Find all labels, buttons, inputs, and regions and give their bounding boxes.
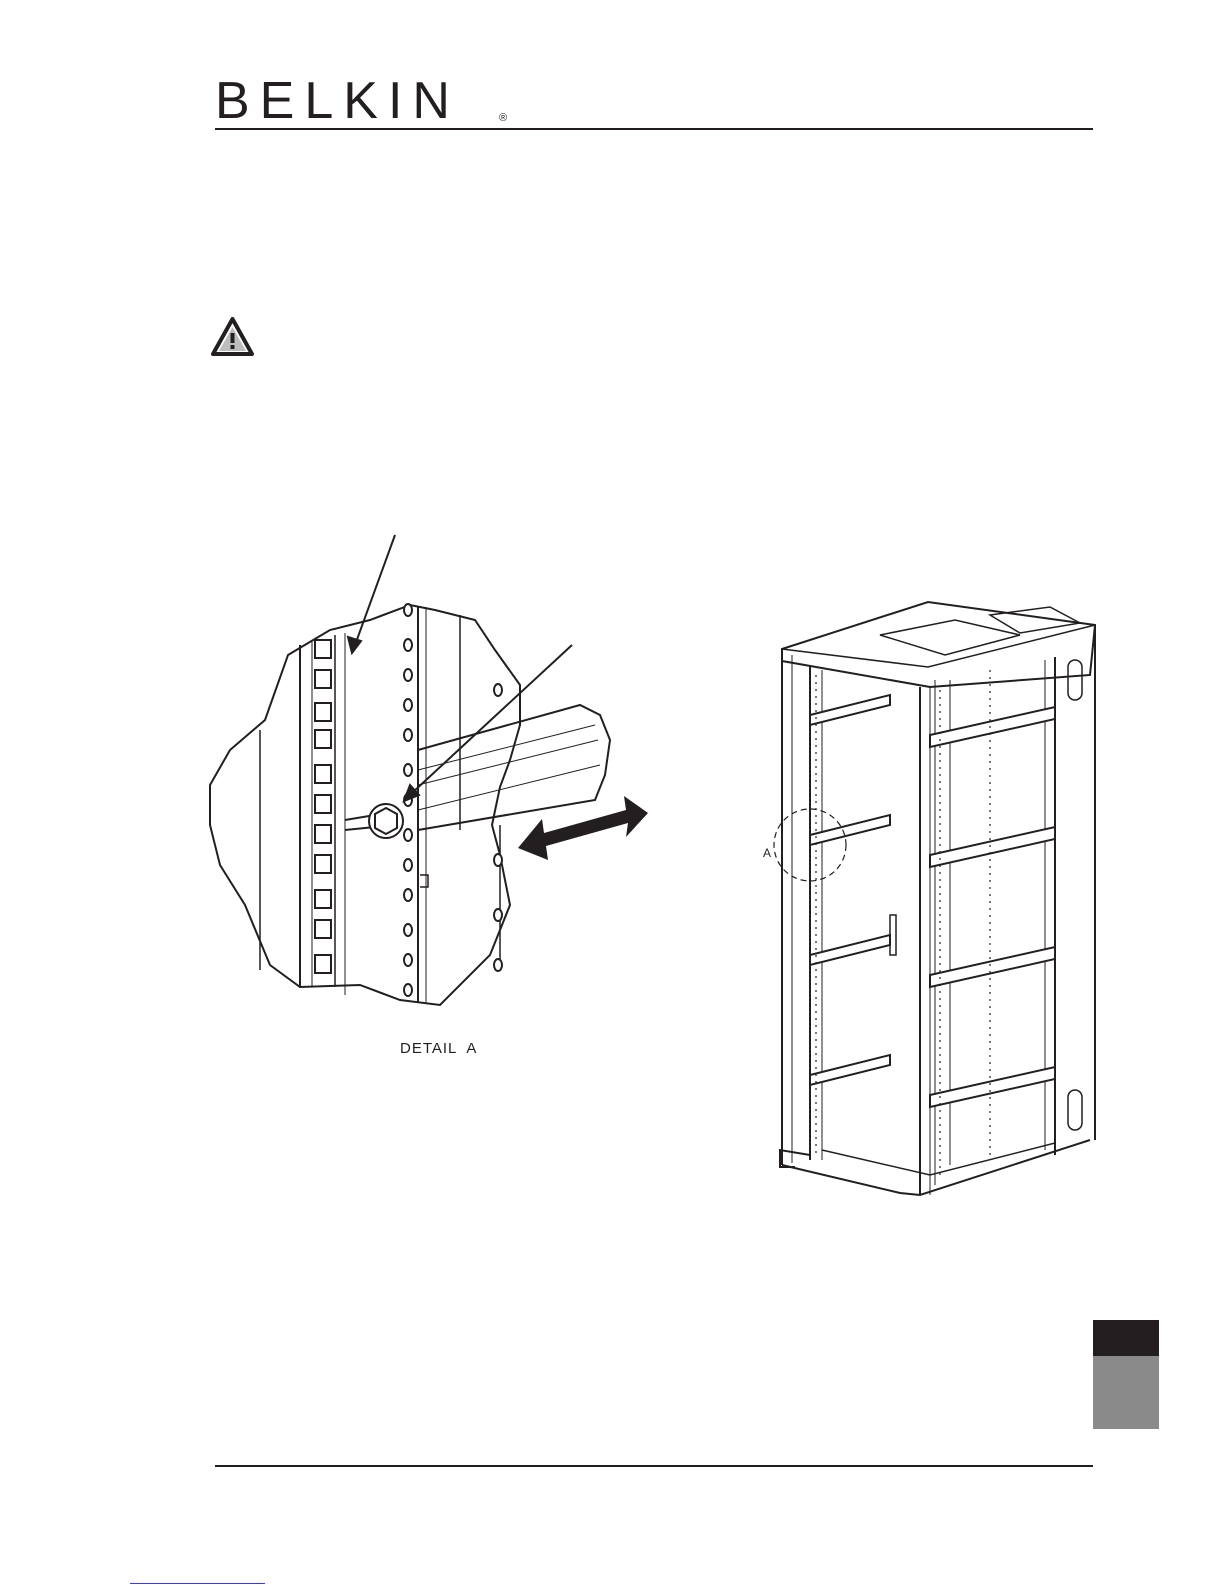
detail-a-caption: DETAIL A xyxy=(400,1040,478,1057)
header-rule xyxy=(215,128,1093,130)
section-tab-grey xyxy=(1093,1356,1159,1429)
logo-wordmark: BELKIN xyxy=(215,72,460,127)
section-tab-dark xyxy=(1093,1320,1159,1356)
footer-rule xyxy=(215,1465,1093,1467)
belkin-logo xyxy=(215,72,515,127)
warning-triangle-icon xyxy=(210,316,255,358)
bottom-link-underline xyxy=(130,1583,265,1584)
registered-mark: ® xyxy=(499,112,508,124)
rack-cabinet-illustration xyxy=(750,595,1100,1200)
detail-a-illustration xyxy=(200,525,670,1025)
callout-label-a: A xyxy=(763,846,772,860)
